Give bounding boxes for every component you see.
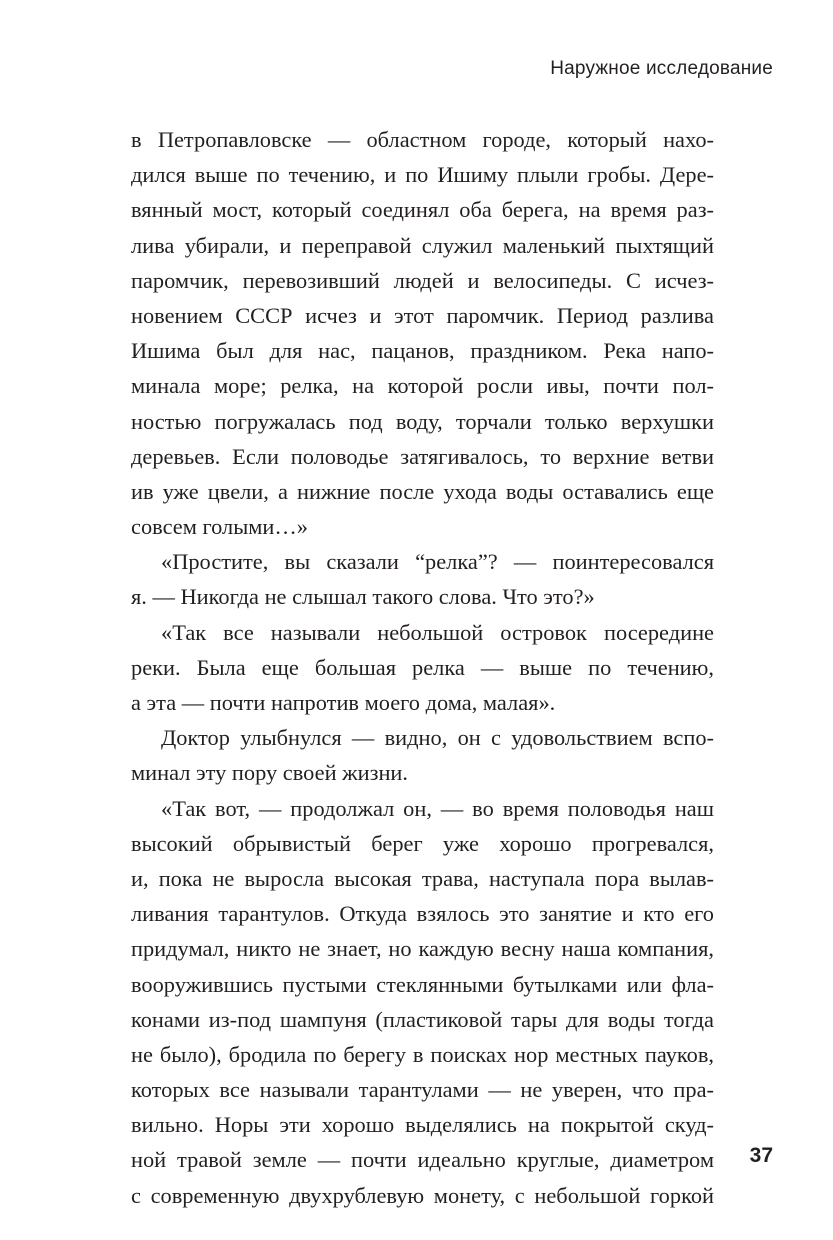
text-line: «Так вот, — продолжал он, — во время половодья наш bbox=[161, 795, 714, 821]
text-line: в Петропавловске — областном городе, который нахо- bbox=[131, 127, 714, 152]
text-line: дился выше по течению, и по Ишиму плыли гробы. Дере- bbox=[131, 162, 714, 188]
text-line: придумал, никто не знает, но каждую весну наша компания, bbox=[131, 936, 714, 962]
text-line: вооружившись пустыми стеклянными бутылками или фла- bbox=[131, 971, 714, 997]
running-head: Наружное исследование bbox=[550, 58, 773, 79]
text-line: деревьев. Если половодье затягивалось, то верхние ветви bbox=[131, 443, 714, 469]
text-line: которых все называли тарантулами — не уверен, что пра- bbox=[131, 1077, 714, 1103]
text-line: лива убирали, и переправой служил маленький пыхтящий bbox=[131, 232, 714, 258]
text-line: «Так все называли небольшой островок посередине bbox=[161, 619, 714, 645]
text-line: ив уже цвели, а нижние после ухода воды оставались еще bbox=[131, 478, 714, 504]
text-line: реки. Была еще большая релка — выше по течению, bbox=[131, 654, 714, 680]
text-line: совсем голыми…» bbox=[131, 514, 308, 540]
body-text bbox=[131, 122, 714, 1213]
text-line: минал эту пору своей жизни. bbox=[131, 760, 409, 786]
text-line: а эта — почти напротив моего дома, малая». bbox=[131, 690, 556, 715]
text-line: Доктор улыбнулся — видно, он с удовольствием вспо- bbox=[161, 725, 714, 751]
text-line: с современную двухрублевую монету, с небольшой горкой bbox=[131, 1182, 714, 1208]
text-line: конами из-под шампуня (пластиковой тары для воды тогда bbox=[131, 1006, 714, 1032]
text-line: ливания тарантулов. Откуда взялось это занятие и кто его bbox=[131, 901, 714, 927]
text-line: не было), бродила по берегу в поисках нор местных пауков, bbox=[131, 1041, 714, 1067]
text-line: вянный мост, который соединял оба берега, на время раз- bbox=[131, 197, 714, 223]
text-line: минала море; релка, на которой росли ивы, почти пол- bbox=[131, 373, 714, 399]
text-line: ной травой земле — почти идеально круглые, диаметром bbox=[131, 1147, 714, 1173]
text-line: высокий обрывистый берег уже хорошо прогревался, bbox=[131, 830, 714, 856]
page-number: 37 bbox=[749, 1144, 773, 1167]
text-line: вильно. Норы эти хорошо выделялись на покрытой скуд- bbox=[131, 1112, 714, 1138]
text-line: паромчик, перевозивший людей и велосипеды. С исчез- bbox=[131, 267, 714, 293]
text-line: «Простите, вы сказали “релка”? — поинтересовался bbox=[161, 549, 714, 575]
text-line: и, пока не выросла высокая трава, наступала пора вылав- bbox=[131, 865, 714, 891]
text-line: я. — Никогда не слышал такого слова. Что это?» bbox=[131, 584, 595, 610]
text-line: ностью погружалась под воду, торчали только верхушки bbox=[131, 408, 714, 434]
text-line: новением СССР исчез и этот паромчик. Период разлива bbox=[131, 302, 714, 328]
text-line: Ишима был для нас, пацанов, праздником. Река напо- bbox=[131, 338, 714, 364]
